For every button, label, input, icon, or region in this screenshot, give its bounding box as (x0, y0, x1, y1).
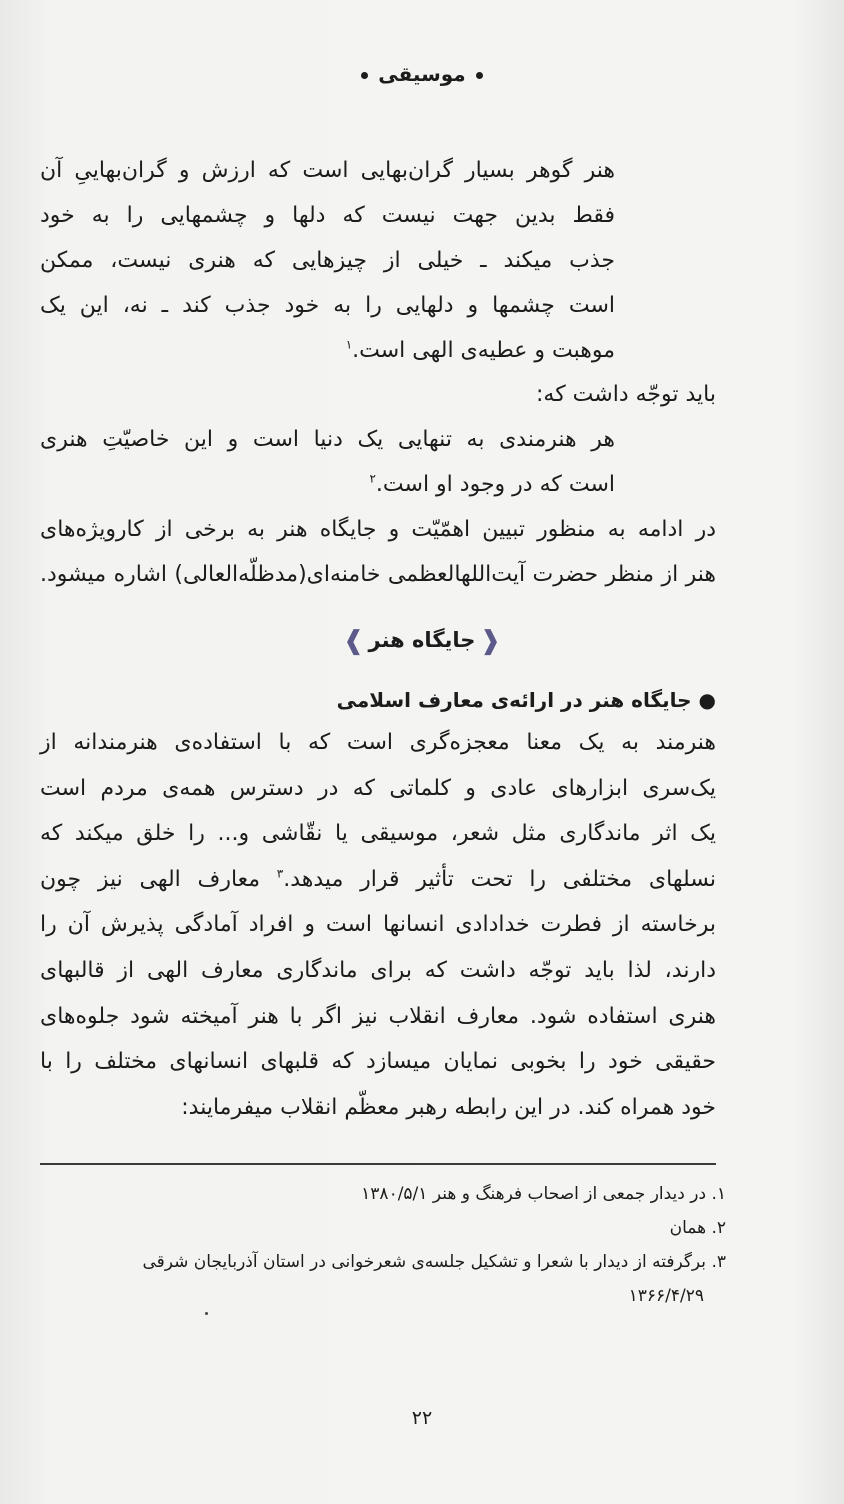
quote-line-text: موهبت و عطیه‌ی الهی است. (352, 338, 615, 363)
footnote: ۳. برگرفته از دیدار با شعرا و تشکیل جلسه‌ی شعرخوانی در استان آذربایجان شرقی (142, 1252, 726, 1272)
section-heading (0, 620, 844, 661)
bullet-dot-icon (476, 72, 483, 79)
paragraph-line-text: نسلهای مختلفی را تحت تأثیر قرار میدهد. (283, 866, 716, 892)
paragraph-line: هنرمند به یک معنا معجزه‌گری است که با استفاده‌ی هنرمندانه از (40, 730, 716, 755)
quote-block-2 (40, 417, 615, 507)
footnotes (40, 1177, 726, 1313)
bracket-ornament-icon: ❰ (479, 626, 502, 656)
footnote-ref: ۱ (345, 337, 353, 352)
paragraph-line: حقیقی خود را بخوبی نمایان میسازد که قلبهای انسانهای مختلف را با (40, 1049, 716, 1075)
paragraph-line: یک‌سری ابزارهای عادی و کلماتی که در دسترس همه‌ی مردم است (40, 775, 716, 801)
bullet-dot-icon (361, 72, 368, 79)
quote-line (40, 462, 615, 507)
running-head (0, 62, 844, 86)
section-title-text: جایگاه هنر (368, 628, 476, 652)
paragraph-line: خود همراه کند. در این رابطه رهبر معظّم انقلاب میفرمایند: (181, 1094, 716, 1120)
quote-line (40, 328, 615, 373)
bracket-ornament-icon: ❱ (342, 626, 365, 656)
intro-paragraph (40, 507, 716, 597)
paragraph-line (40, 857, 716, 903)
footnote-continuation: ۱۳۶۶/۴/۲۹ (628, 1286, 704, 1306)
running-title: موسیقی (378, 62, 466, 86)
quote-line: فقط بدین جهت نیست که دلها و چشمهایی را به خود (40, 203, 615, 228)
page-number: ۲۲ (411, 1407, 433, 1429)
intro-line (40, 372, 716, 417)
paragraph-line-tail: معارف الهی نیز چون (40, 866, 261, 892)
quote-line: هنر گوهر بسیار گران‌بهایی است که ارزش و گران‌بهاییِ آن (40, 158, 615, 183)
paragraph-line: یک اثر ماندگاری مثل شعر، موسیقی یا نقّاشی و... را خلق میکند که (40, 821, 716, 847)
subheading (40, 680, 716, 720)
footnote-divider (40, 1163, 716, 1165)
paragraph-line: برخاسته از فطرت خدادادی انسانها است و افراد آمادگی پذیرش آن را (40, 912, 716, 938)
quote-line: جذب میکند ـ خیلی از چیزهایی که هنری نیست، ممکن (40, 248, 615, 273)
quote-block-1 (40, 148, 615, 373)
footnote: ۲. همان (669, 1218, 726, 1238)
print-speck (205, 1312, 208, 1315)
paragraph-line: هنر از منظر حضرت آیت‌اللهالعظمی خامنه‌ای(مدظلّه‌العالی) اشاره میشود. (40, 562, 716, 587)
paragraph-line: در ادامه به منظور تبیین اهمّیّت و جایگاه هنر به برخی از کارویژه‌های (40, 517, 716, 542)
footnote-ref: ۲ (369, 471, 376, 486)
quote-line: هر هنرمندی به تنهایی یک دنیا است و این خاصیّتِ هنری (40, 427, 615, 452)
quote-line-text: است که در وجود او است. (375, 472, 615, 497)
intro-text: باید توجّه داشت که: (536, 382, 716, 407)
paragraph-line: هنری استفاده شود. معارف انقلاب نیز اگر با هنر آمیخته شود جلوه‌های (40, 1003, 716, 1029)
footnote-ref: ۳ (276, 866, 284, 881)
footnote: ۱. در دیدار جمعی از اصحاب فرهنگ و هنر ۱۳۸۰/۵/۱ (361, 1184, 726, 1204)
body-paragraph (40, 720, 716, 1130)
bullet-icon: ● (691, 688, 716, 712)
quote-line: است چشمها و دلهایی را به خود جذب کند ـ نه، این یک (40, 293, 615, 318)
paragraph-line: دارند، لذا باید توجّه داشت که برای ماندگاری معارف الهی از قالبهای (40, 957, 716, 983)
subheading-text: جایگاه هنر در ارائه‌ی معارف اسلامی (336, 688, 692, 712)
